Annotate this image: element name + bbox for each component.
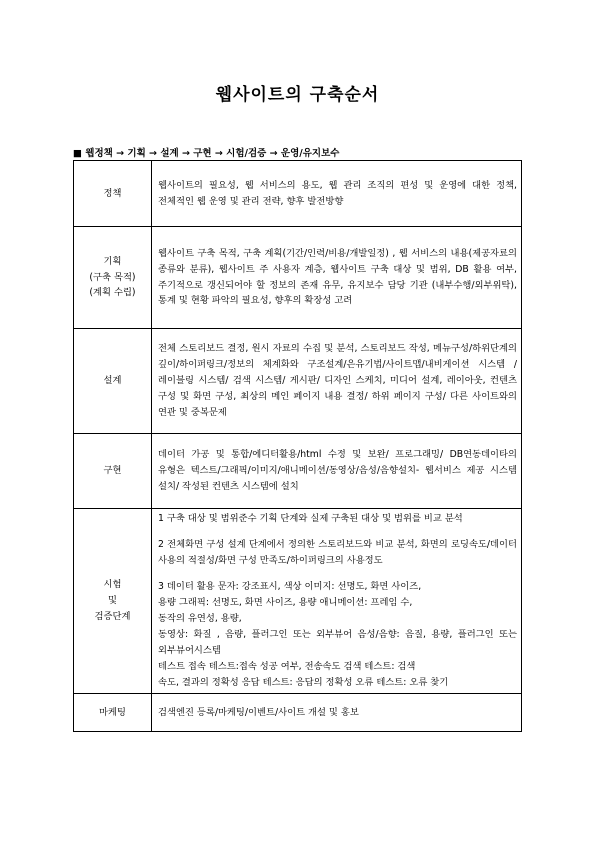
stage-cell-policy (74, 161, 152, 227)
content-paragraph: 동영상: 화질 , 음량, 플러그인 또는 외부뷰어 음성/음향: 음질, 용량, 플러그인 또는 외부뷰어시스템 (158, 628, 517, 656)
content-paragraph: 동작의 유연성, 용량, (158, 613, 242, 624)
stage-label: 설계 (103, 375, 122, 386)
content-paragraph: 웹사이트의 필요성, 웹 서비스의 용도, 웹 관리 조직의 편성 및 운영에 대한 정책, 전체적인 웹 운영 및 관리 전략, 향후 발전방향 (158, 179, 517, 207)
paragraph-gap (158, 527, 517, 537)
table-row-marketing (74, 694, 522, 732)
table-row-implementation (74, 434, 522, 509)
stage-label: 및 (108, 595, 117, 606)
content-paragraph: 3 데이터 활용 문자: 강조표시, 색상 이미지: 선명도, 화면 사이즈, (158, 581, 422, 593)
stage-cell-planning (74, 227, 152, 329)
stage-label: 구현 (103, 465, 122, 476)
stage-label: 검증단계 (94, 610, 131, 622)
stage-label: 마케팅 (99, 706, 126, 718)
content-paragraph: 속도, 결과의 정확성 응답 테스트: 응답의 정확성 오류 테스트: 오류 찾기 (158, 676, 449, 688)
stage-label: (계획 수립) (89, 287, 136, 299)
content-paragraph: 웹사이트 구축 목적, 구축 계획(기간/인력/비용/개발일정) , 웹 서비스의 내용(제공자료의 종류와 분류), 웹사이트 주 사용자 계층, 웹사이트 구축 대상 및 범위, DB 활용 여부, 주기적으로 갱신되어야 할 정보의 존재 유무, 유지보수 담당 기관 (내부수행/외부위탁), 통계 및 현황 파악의 필요성, 향후의 확장성 고려 (158, 247, 517, 307)
stage-label: 시험 (103, 579, 122, 591)
content-cell-testing (152, 509, 522, 694)
table-row-policy (74, 161, 522, 227)
stage-label: 정책 (103, 187, 122, 199)
stage-label: 기획 (103, 255, 122, 267)
content-paragraph: 1 구축 대상 및 범위준수 기획 단계와 실제 구축된 대상 및 범위를 비교 분석 (158, 513, 463, 525)
stage-cell-implementation (74, 434, 152, 509)
content-paragraph: 테스트 접속 테스트:접속 성공 여부, 전송속도 검색 테스트: 검색 (158, 660, 416, 672)
content-paragraph: 데이터 가공 및 통합/에디터활용/html 수정 및 보완/ 프로그래밍/ DB연동데이타의 유형은 텍스트/그래픽/이미지/애니메이션/동영상/음성/음향설치- 웹서비스 제공 시스템 설치/ 작성된 컨텐츠 시스템에 설치 (158, 449, 517, 492)
stage-cell-testing (74, 509, 152, 694)
content-paragraph: 용량 그래픽: 선명도, 화면 사이즈, 용량 애니메이션: 프레임 수, (158, 597, 413, 609)
content-cell-implementation (152, 434, 522, 509)
document-title: 웹사이트의 구축순서 (215, 85, 380, 105)
table-row-planning (74, 227, 522, 329)
content-cell-marketing (152, 694, 522, 732)
stage-cell-design (74, 329, 152, 434)
process-flow-line: ■ 웹정책 → 기획 → 설계 → 구현 → 시험/검증 → 운영/유지보수 (73, 148, 340, 159)
content-cell-policy (152, 161, 522, 227)
content-cell-design (152, 329, 522, 434)
stage-cell-marketing (74, 694, 152, 732)
content-paragraph: 검색엔진 등록/마케팅/이벤트/사이트 개설 및 홍보 (158, 706, 359, 718)
content-paragraph: 2 전체화면 구성 설계 단계에서 정의한 스토리보드와 비교 분석, 화면의 로딩속도/데이터 사용의 적절성/화면 구성 만족도/하이퍼링크의 사용정도 (158, 539, 517, 567)
content-cell-planning (152, 227, 522, 329)
website-build-process-table (73, 160, 522, 732)
table-row-testing (74, 509, 522, 694)
table-row-design (74, 329, 522, 434)
content-paragraph: 전체 스토리보드 결정, 원시 자료의 수집 및 분석, 스토리보드 작성, 메뉴구성/하위단계의 깊이/하이퍼링크/정보의 체계화와 구조설계/은유기법/사이트맵/내비게이션 시스템 / 레이블링 시스템/ 검색 시스템/ 게시판/ 디자인 스케치, 미디어 설계, 레이아웃, 컨텐츠 구성 및 화면 구성, 최상의 메인 페이지 내용 결정/ 하위 페이지 구성/ 다른 사이트와의 연관 및 중복문제 (158, 343, 517, 418)
stage-label: (구축 목적) (89, 271, 136, 283)
paragraph-gap (158, 569, 517, 579)
